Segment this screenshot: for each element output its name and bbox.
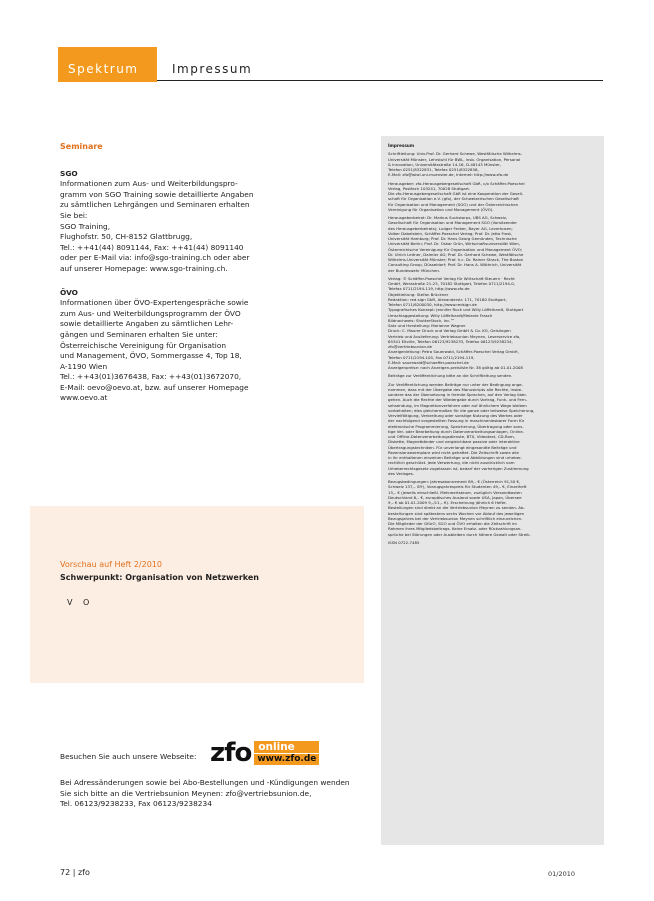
oevo-line: Informationen über ÖVO-Expertengespräche sowie (60, 298, 249, 308)
impressum-line: E-Mail: sauerwald@schaeffer-poeschel.de (388, 359, 469, 365)
impressum-line: Schweiz 137,– SFr), Vorzugsjahrespreis für Studenten 49,– €, Einzelheft (388, 484, 527, 490)
sgo-line: Flughofstr. 50, CH-8152 Glattbrugg, (60, 232, 193, 242)
sgo-line: Sie bei: (60, 210, 88, 220)
impressum-line: Rezensionsexemplare wird nicht gehaftet. Die Zeitschrift sowie alle (388, 449, 519, 455)
oevo-line: Österreichische Vereinigung für Organisation (60, 340, 227, 350)
impressum-line: Vertrieb und Auslieferung: Vertriebsunion Meynen, Leserservice zfo, (388, 333, 521, 339)
impressum-line: Redaktion: red.sign GbR, Alexanderstr. 171, 70180 Stuttgart, (388, 296, 507, 302)
vorschau-letters: V O (67, 598, 90, 607)
impressum-title: Impressum (388, 143, 415, 148)
impressum-line: Rahmen ihres Mitgliedsbeitrags. Keine Ersatz- oder Rückzahlungsan- (388, 526, 522, 532)
impressum-paragraph (388, 151, 600, 177)
impressum-line: rechtlich geschützt. Jede Verwertung, die nicht ausdrücklich vom (388, 460, 515, 466)
impressum-line: Satz und Herstellung: Marianne Wagner (388, 323, 466, 328)
impressum-line: Anzeigenpreise: nach Anzeigen-preisliste Nr. 38 gültig ab 01.01.2008 (388, 365, 523, 370)
impressum-line: Die zfo-Herausgebergesellschaft GbR ist eine Kooperation der Gesell- (388, 191, 524, 196)
oevo-line: www.oevo.at (60, 393, 108, 403)
seminare-section (60, 142, 360, 404)
impressum-line: Universität Münster, Lehrstuhl für BWL, insb. Organisation, Personal (388, 156, 521, 162)
impressum-line: sprüche bei Störungen oder Ausbleiben durch höhere Gewalt oder Streik. (388, 531, 531, 537)
impressum-paragraph (388, 540, 600, 545)
impressum-line: GmbH, Werastraße 21-23, 70182 Stuttgart, Telefon 0711/2194-0, (388, 281, 515, 286)
zfo-online-label: online (254, 741, 319, 753)
impressum-line: Anzeigenleitung: Petra Sauerwald, Schäffer-Poeschel Verlag GmbH, (388, 349, 519, 355)
sgo-text (60, 179, 360, 274)
impressum-line: Urheberrechtsgesetz zugelassen ist, bedarf der vorherigen Zustimmung (388, 465, 529, 471)
impressum-line: Bildnachweis: ShutterStock, Inc.™ (388, 317, 455, 323)
zfo-online-logo[interactable] (210, 738, 319, 768)
impressum-paragraph (388, 215, 600, 273)
impressum-line: tige Ver- oder Bearbeitung durch Datenverarbeitungsanlagen, Online- (388, 428, 524, 434)
vorschau-subtitle: Schwerpunkt: Organisation von Netzwerken (60, 573, 259, 582)
impressum-line: vorbehalten; dies gleichermaßen für die ganze oder teilweise Speicherung, (388, 407, 535, 413)
impressum-line: Telefon 0251/8322831, Telefax 0251/8322836, (388, 167, 479, 172)
oevo-line: gängen und Seminaren erhalten Sie unter: (60, 329, 218, 339)
impressum-text (388, 143, 600, 548)
oevo-text (60, 298, 360, 404)
impressum-line: Österreichische Vereinigung für Organisation und Management ÖVO; (388, 246, 523, 252)
impressum-line: Universität Hamburg; Prof. Dr. Hans Georg Gemünden, Technische (388, 236, 517, 241)
impressum-line: der nachfolgend vorgestellten Fassung in maschinenlesbarer Form für (388, 418, 525, 424)
impressum-line: sondere das der Übersetzung in fremde Sprachen, auf den Verlag über- (388, 392, 528, 397)
impressum-line: nommen, dass mit der Übergabe des Manuskripts alle Rechte, insbe- (388, 386, 523, 392)
impressum-paragraph (388, 181, 600, 213)
address-line: Sie sich bitte an die Vertriebsunion Meynen: zfo@vertriebsunion.de, (60, 788, 312, 798)
impressum-line: Objektleitung: Stefan Brückner (388, 291, 449, 297)
zfo-logo-word: zfo (210, 738, 252, 768)
impressum-line: Gesellschaft für Organisation und Management SGO (Vorsitzender (388, 220, 517, 226)
impressum-line: Diskette, Magnetbänder und vergleichbare passive oder interaktive (388, 439, 520, 445)
impressum-line: Bezugsjahres bei der Vertriebsunion Meynen schriftlich einzureichen. (388, 515, 523, 521)
impressum-paragraph (388, 479, 600, 537)
vorschau-title: Vorschau auf Heft 2/2010 (60, 560, 162, 569)
oevo-line: Tel.: ++43(01)3676438, Fax: ++43(01)3672070, (60, 372, 242, 382)
impressum-line: Bestellungen sind direkt an die Vertriebsunion Meynen zu senden. Ab- (388, 505, 525, 511)
impressum-body (388, 151, 600, 545)
oevo-line: und Management, ÖVO, Sommergasse 4, Top 18, (60, 351, 242, 361)
website-hint: Besuchen Sie auch unsere Webseite: (60, 752, 197, 761)
impressum-line: Consulting Group, Düsseldorf; Prof. Dr. Hans A. Wüthrich, Universität (388, 262, 522, 268)
impressum-line: Wilhelms-Universität Münster; Prof. h.c. Dr. Rainer Strack, The Boston (388, 257, 524, 262)
impressum-line: Umschlaggestaltung: Willy Löffelhardt/Melanie Frasch (388, 312, 493, 318)
impressum-line: Telefon 0711/6200030, http://www.redsign.de (388, 302, 477, 307)
impressum-line: Druck: C. Maurer Druck und Verlag GmbH & Co. KG, Geislingen (388, 328, 511, 334)
impressum-line: Verlag, Postfach 103241, 70028 Stuttgart. (388, 185, 471, 191)
impressum-line: Volker Dabelstein, Schäffer-Poeschel Verlag; Prof. Dr. Jetta Frost, (388, 230, 513, 236)
impressum-line: Die Mitglieder der GfürO, SGO und ÖVO erhalten die Zeitschrift im (388, 521, 517, 526)
impressum-paragraph (388, 373, 600, 378)
address-line: Bei Adressänderungen sowie bei Abo-Bestellungen und -Kündigungen wenden (60, 778, 350, 787)
page-number: 72 | zfo (60, 868, 90, 877)
impressum-line: Herausgeber: zfo-Herausgebergesellschaft GbR, c/o Schäffer-Poeschel (388, 180, 525, 186)
impressum-line: schaft für Organisation e.V. (gfo), der Schweizerischen Gesellschaft (388, 196, 519, 202)
oevo-line: E-Mail: oevo@oevo.at, bzw. auf unserer Homepage (60, 382, 249, 392)
oevo-line: sowie detaillierte Angaben zu sämtlichen Lehr- (60, 319, 234, 329)
impressum-line: des Herausgeberbeirats); Ludger Ferber, Bayer AG, Leverkusen; (388, 225, 513, 231)
impressum-line: Herausgeberbeirat: Dr. Markus Suckstorps, UBS AG, Schweiz, (388, 215, 508, 220)
impressum-line: Dr. Ulrich Leitner, Daimler AG; Prof. Dr. Gerhard Schewe, Westfälische (388, 251, 524, 257)
impressum-line: ISSN 0722-7485 (388, 539, 420, 545)
impressum-line: 15,– € (jeweils einschließl. Mehrwertsteuer, zuzüglich Versandkosten (388, 489, 522, 495)
impressum-line: und Offline-Datenverarbeitungsdienste, BTX, Videotext, CD-Rom, (388, 434, 515, 439)
impressum-line: Telefon 0711/2194-105, Fax 0711/2194-119, (388, 354, 475, 360)
sgo-line: SGO Training, (60, 221, 111, 231)
impressum-line: Telefax 0711/2194-119, http://www.zfo.de (388, 286, 470, 292)
impressum-line: Beiträge zur Veröffentlichung bitte an die Schriftleitung senden. (388, 373, 513, 379)
oevo-heading: ÖVO (60, 287, 78, 297)
impressum-line: der Bundeswehr München. (388, 267, 441, 273)
impressum-line: sehsendung, im Magnettonverfahren oder auf ähnlichem Wege bleiben (388, 402, 527, 408)
impressum-line: 9,– € ab 01.01.2009 9,-/11,– €). Erscheinung jährlich 6 Hefte. (388, 500, 507, 505)
sgo-heading: SGO (60, 168, 78, 178)
impressum-line: Vereinigung für Organisation und Management (ÖVO). (388, 206, 494, 212)
impressum-line: gehen. Auch die Rechte der Wiedergabe durch Vortrag, Funk- und Fern- (388, 397, 528, 403)
header-rule (157, 80, 603, 81)
impressum-line: elektronische Programmierung, Speicherung, Übertragung oder sons- (388, 423, 524, 429)
impressum-line: für Organisation und Management (SGO) und der Österreichischen (388, 201, 519, 207)
impressum-paragraph (388, 276, 600, 371)
impressum-line: Bezugsbedingungen: Jahresabonnement 89,– € (Österreich 91,50 €, (388, 479, 521, 484)
impressum-line: zfo@vertriebsunion.de (388, 344, 433, 349)
zfo-online-badge (254, 741, 319, 765)
seminare-title: Seminare (60, 142, 103, 151)
impressum-line: Übertragungstechniken. Für unverlangt eingesandte Beiträge und (388, 444, 517, 450)
impressum-line: Vervielfältigung, Verbreitung oder sonstige Nutzung des Werkes oder (388, 413, 523, 418)
zfo-url[interactable]: www.zfo.de (254, 754, 319, 765)
oevo-line: zum Aus- und Weiterbildungsprogramm der ÖVO (60, 308, 241, 318)
oevo-line: A-1190 Wien (60, 361, 108, 371)
impressum-line: des Verlages. (388, 470, 415, 476)
sgo-line: oder per E-Mail via: info@sgo-training.ch oder aber (60, 253, 250, 263)
page-title: Impressum (172, 62, 253, 76)
impressum-line: Universität Berlin; Prof. Dr. Oskar Grün, Wirtschaftsuniversität Wien, (388, 241, 521, 247)
impressum-line: bestellungen sind spätestens sechs Wochen vor Ablauf des jeweiligen (388, 510, 525, 516)
address-line: Tel. 06123/9238233, Fax 06123/9238234 (60, 799, 212, 809)
address-change-note (60, 778, 360, 810)
sgo-line: Informationen zum Aus- und Weiterbildungspro- (60, 179, 238, 189)
sgo-line: Tel.: ++41(44) 8091144, Fax: ++41(44) 8091140 (60, 242, 244, 252)
impressum-line: & Innovation, Universitätsstraße 14-16, D-48143 Münster, (388, 161, 502, 167)
issue-number: 01/2010 (548, 870, 576, 878)
sgo-line: auf unserer Homepage: www.sgo-training.ch. (60, 263, 228, 273)
impressum-line: in ihr enthaltenen einzelnen Beiträge und Abbildungen sind urheber- (388, 455, 522, 460)
vorschau-box (30, 506, 364, 683)
sgo-line: gramm von SGO Training sowie detaillierte Angaben (60, 189, 254, 199)
impressum-line: Zur Veröffentlichung werden Beiträge nur unter der Bedingung ange- (388, 381, 523, 387)
impressum-line: Typografisches Konzept: Jennifer Ruck und Willy Löffelhardt, Stuttgart (388, 307, 524, 313)
impressum-line: Schriftleitung: Univ.Prof. Dr. Gerhard Schewe, Westfälische Wilhelms- (388, 151, 523, 157)
impressum-line: 65341 Eltville, Telefon 06123/9238233, Telefax 06123/9238234, (388, 338, 513, 344)
impressum-line: E-Mail: zfo@wiwi.uni-muenster.de, Internet: http://www.zfo.de (388, 172, 509, 178)
section-label: Spektrum (68, 62, 139, 76)
impressum-line: Verlag: © Schäffer-Poeschel Verlag für Wirtschaft·Steuern · Recht (388, 275, 515, 281)
impressum-line: Deutschland 6,– €, europäisches Ausland sowie USA, Japan, Übersee (388, 494, 522, 500)
sgo-line: zu sämtlichen Lehrgängen und Seminaren erhalten (60, 200, 250, 210)
impressum-paragraph (388, 382, 600, 477)
